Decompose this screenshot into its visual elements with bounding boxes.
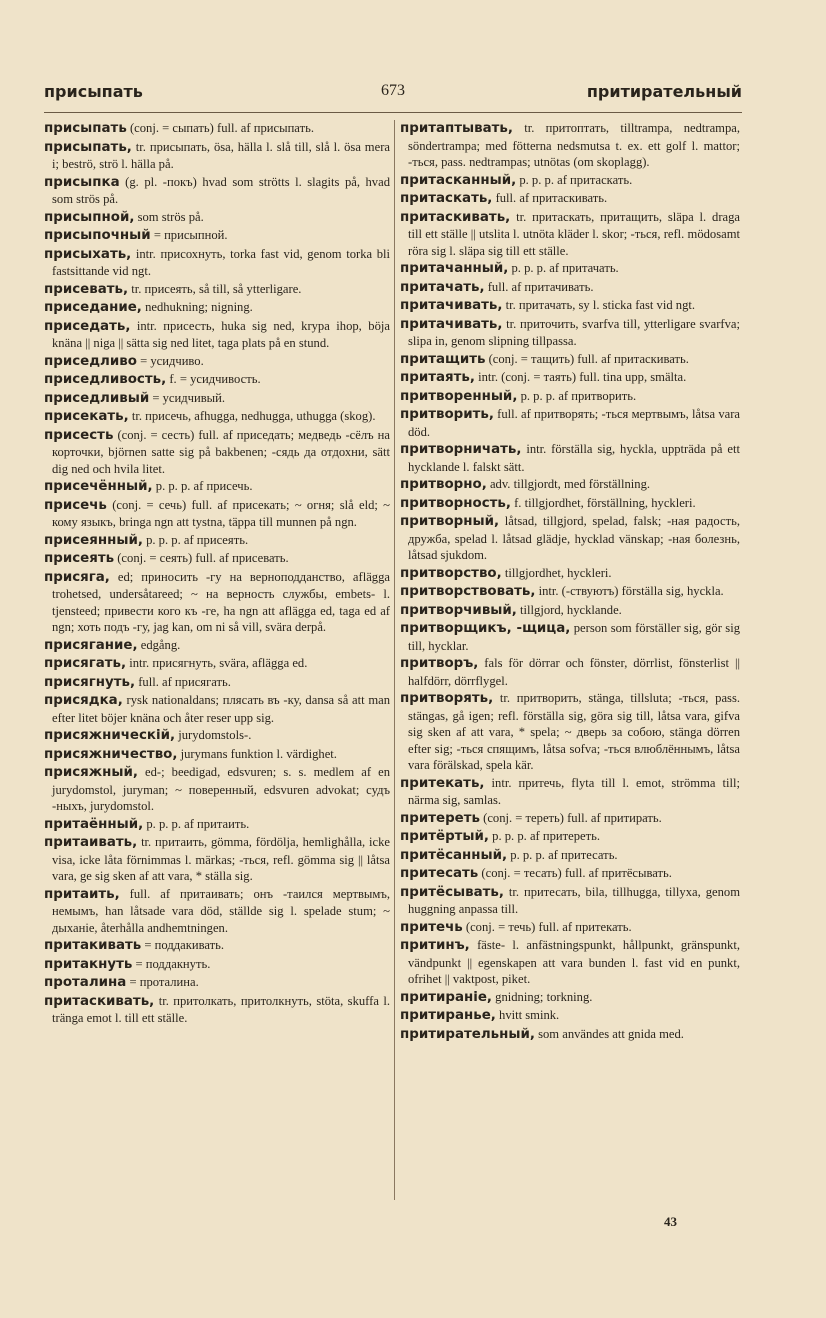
entry-definition: full. af притаскивать. — [495, 191, 608, 205]
dictionary-entry — [44, 550, 390, 568]
entry-headword: притворчивый, — [400, 602, 517, 618]
right-column — [400, 120, 740, 1220]
entry-definition: p. p. p. af притачать. — [511, 261, 619, 275]
entry-headword: притинъ, — [400, 938, 470, 953]
entry-definition: p. p. p. af притесать. — [510, 847, 618, 862]
dictionary-entry — [400, 406, 740, 440]
entry-headword: притакнуть — [44, 956, 133, 972]
entry-headword: притекать, — [400, 775, 485, 791]
entry-headword: притворять, — [400, 691, 494, 706]
entry-definition: f. tillgjordhet, förställning, hyckleri. — [514, 495, 696, 510]
entry-headword: притворствовать, — [400, 584, 536, 599]
entry-headword: притачанный, — [400, 261, 509, 276]
dictionary-entry — [400, 655, 740, 689]
dictionary-entry — [400, 260, 740, 278]
entry-definition: tr. присыпать, ösa, hälla l. slå till, slå l. ösa mera i; beströ, strö l. hälla på. — [52, 139, 390, 171]
entry-definition: p. p. p. af присеять. — [146, 532, 249, 547]
dictionary-entry — [400, 1007, 740, 1025]
entry-definition: intr. (conj. = таять) full. tina upp, smälta. — [478, 370, 687, 384]
entry-definition: tr. притоптать, tilltrampa, nedtrampa, söndertrampa; med fötterna nedsmutsa t. ex. ett golf l. mattor; -ться, pass. nedtrampas; utnötas (om skoplagg). — [408, 121, 740, 169]
entry-definition: p. p. p. af притаскать. — [519, 172, 633, 187]
dictionary-entry — [400, 865, 740, 883]
dictionary-entry — [400, 989, 740, 1007]
dictionary-entry — [44, 637, 390, 655]
entry-headword: притворно, — [400, 477, 487, 492]
dictionary-entry — [400, 583, 740, 601]
entry-headword: притечь — [400, 919, 463, 935]
dictionary-entry — [400, 279, 740, 297]
entry-definition: tr. притачать, sy l. sticka fast vid ngt. — [505, 298, 696, 312]
entry-headword: притакивать — [44, 938, 142, 953]
entry-headword: присечь — [44, 497, 107, 513]
entry-headword: притиранье, — [400, 1008, 496, 1023]
entry-headword: притаять, — [400, 370, 475, 385]
entry-headword: притворный, — [400, 514, 500, 529]
entry-headword: присыпать — [44, 121, 127, 136]
entry-headword: притачивать, — [400, 316, 503, 332]
entry-definition: tr. притаить, gömma, fördölja, hemlighålla, icke visa, icke låta förnimmas l. märkas; -ться, refl. gömma sig || låtsa vara, ge sig sken af att vara, * ställa sig. — [52, 835, 390, 883]
entry-definition: ed-; beedigad, edsvuren; s. s. medlem af en jurydomstol, juryman; ~ поверенный, edsvuren advokat; судъ -ныхъ, jurydomstol. — [52, 765, 390, 813]
column-divider — [394, 120, 395, 1200]
entry-definition: hvitt smink. — [499, 1008, 560, 1022]
dictionary-entry — [400, 565, 740, 583]
entry-headword: притащить — [400, 351, 486, 367]
dictionary-entry — [400, 884, 740, 918]
entry-definition: p. p. p. af присечь. — [155, 479, 253, 493]
entry-definition: tr. присеять, så till, så ytterligare. — [131, 281, 302, 296]
entry-definition: gnidning; torkning. — [495, 989, 593, 1004]
entry-headword: приседливость, — [44, 372, 167, 387]
entry-headword: присягать, — [44, 656, 127, 671]
dictionary-entry — [44, 937, 390, 955]
entry-definition: full. af притворять; -ться мертвымъ, låtsa vara död. — [408, 407, 740, 439]
dictionary-entry — [44, 497, 390, 531]
entry-definition: (conj. = тереть) full. af притирать. — [483, 810, 662, 825]
dictionary-entry — [44, 746, 390, 764]
entry-headword: притёсывать, — [400, 884, 504, 900]
entry-headword: присяжническій, — [44, 728, 176, 743]
entry-headword: притаить, — [44, 886, 120, 902]
entry-headword: присыпка — [44, 174, 120, 190]
entry-definition: tr. притворить, stänga, tillsluta; -ться, pass. stängas, gå igen; refl. förställa sig, göra sig till, låtsa vara, gifva sig sken af att vara, * spela; ~ дверь за собою, stänga dörren efter sig; -ться спящимъ, låtsa sofva; -ться влюблённымъ, låtsa vara förälskad, spela kär. — [408, 691, 740, 772]
dictionary-entry — [400, 190, 740, 208]
entry-headword: притворщикъ, -щица, — [400, 621, 571, 636]
entry-headword: приседливо — [44, 353, 137, 369]
dictionary-entry — [400, 316, 740, 350]
dictionary-entry — [400, 209, 740, 260]
entry-definition: (conj. = течь) full. af притекать. — [465, 919, 632, 934]
dictionary-entry — [400, 513, 740, 564]
entry-headword: приседание, — [44, 300, 142, 315]
dictionary-entry — [400, 120, 740, 171]
dictionary-entry — [400, 828, 740, 846]
entry-definition: intr. (-ствуютъ) förställa sig, hyckla. — [538, 584, 724, 598]
dictionary-entry — [400, 847, 740, 865]
entry-definition: fals för dörrar och fönster, dörrlist, fönsterlist || halfdörr, dörrflygel. — [408, 656, 740, 688]
entry-headword: присеять — [44, 551, 115, 566]
dictionary-entry — [44, 816, 390, 834]
dictionary-entry — [44, 532, 390, 550]
entry-headword: притасканный, — [400, 172, 517, 188]
entry-headword: притворить, — [400, 407, 494, 422]
entry-headword: притираніе, — [400, 989, 492, 1005]
entry-headword: присыпной, — [44, 209, 135, 225]
entry-definition: fäste- l. anfästningspunkt, hållpunkt, gränspunkt, vändpunkt || egenskapen att vara bunden l. fast vid en punkt, ofrihet || vaktpost, piket. — [408, 938, 740, 986]
entry-definition: = проталина. — [129, 975, 199, 989]
dictionary-entry — [44, 120, 390, 138]
entry-headword: притаённый, — [44, 816, 144, 832]
dictionary-entry — [400, 441, 740, 475]
dictionary-entry — [400, 775, 740, 809]
entry-headword: притаскать, — [400, 191, 493, 206]
entry-headword: присевать, — [44, 281, 129, 297]
entry-headword: притаскивать, — [400, 209, 511, 225]
entry-headword: притачать, — [400, 279, 485, 295]
entry-headword: присекать, — [44, 409, 129, 424]
entry-definition: (g. pl. -покъ) hvad som strötts l. slagits på, hvad som strös på. — [52, 174, 390, 206]
dictionary-entry — [44, 692, 390, 726]
entry-definition: rysk nationaldans; плясать въ -ку, dansa så att man efter litet böjer knäna och åter reser upp sig. — [52, 693, 390, 725]
entry-definition: full. af притачивать. — [487, 279, 594, 294]
dictionary-entry — [44, 834, 390, 885]
dictionary-entry — [44, 281, 390, 299]
dictionary-entry — [400, 690, 740, 774]
dictionary-entry — [44, 886, 390, 937]
dictionary-entry — [400, 1026, 740, 1044]
dictionary-entry — [44, 427, 390, 478]
entry-headword: проталина — [44, 975, 127, 990]
dictionary-entry — [44, 478, 390, 496]
entry-headword: притирательный, — [400, 1026, 535, 1042]
entry-definition: = усидчивый. — [152, 390, 226, 405]
dictionary-entry — [44, 408, 390, 426]
entry-headword: приседливый — [44, 390, 150, 406]
entry-headword: присыпочный — [44, 228, 151, 243]
entry-definition: (conj. = тащить) full. af притаскивать. — [488, 351, 689, 366]
entry-definition: tillgjordhet, hyckleri. — [504, 565, 612, 580]
entry-definition: intr. присягнуть, svära, aflägga ed. — [129, 656, 308, 670]
entry-definition: (conj. = сечь) full. af присекать; ~ огня; slå eld; ~ кому языкъ, bringa ngn att tystna, täppa till munnen på ngn. — [52, 497, 390, 529]
entry-definition: (conj. = сесть) full. af приседать; медведь -сёлъ на корточки, björnen satte sig på bakbenen; -сядь да отдохни, sätt dig ned och hvila litet. — [52, 427, 390, 476]
dictionary-entry — [44, 227, 390, 245]
entry-definition: tr. приточить, svarfva till, ytterligare svarfva; slipa in, genom slipning tillpassa. — [408, 316, 740, 348]
entry-headword: притворъ, — [400, 656, 479, 671]
entry-definition: intr. förställa sig, hyckla, uppträda på ett hycklande l. falskt sätt. — [408, 442, 740, 474]
dictionary-entry — [400, 602, 740, 620]
entry-definition: full. af присягать. — [138, 674, 231, 689]
entry-definition: intr. присесть, huka sig ned, krypa ihop, böja knäna || niga || sätta sig ned litet, taga plats på en stund. — [52, 318, 390, 350]
entry-definition: jurydomstols-. — [178, 728, 252, 742]
entry-headword: приседать, — [44, 318, 131, 334]
entry-headword: присесть — [44, 427, 114, 443]
dictionary-entry — [44, 174, 390, 208]
entry-headword: присядка, — [44, 693, 123, 708]
entry-headword: присягнуть, — [44, 674, 136, 690]
entry-definition: tr. притолкать, притолкнуть, stöta, skuffa l. tränga emot l. till ett ställe. — [52, 993, 390, 1025]
header-left-guideword: присыпать — [44, 82, 143, 101]
dictionary-entry — [44, 371, 390, 389]
entry-definition: = усидчиво. — [140, 353, 204, 368]
entry-headword: присяжничество, — [44, 746, 178, 762]
entry-headword: присыхать, — [44, 246, 132, 262]
entry-headword: притачивать, — [400, 298, 503, 313]
entry-definition: tr. притесать, bila, tillhugga, tillyxa, genom huggning anpassa till. — [408, 884, 740, 916]
entry-headword: притаптывать, — [400, 121, 513, 136]
entry-definition: = поддакивать. — [144, 938, 225, 952]
entry-definition: som strös på. — [137, 209, 204, 224]
entry-headword: притереть — [400, 810, 480, 826]
dictionary-entry — [400, 919, 740, 937]
header-rule — [44, 112, 742, 113]
running-header — [44, 82, 742, 112]
dictionary-entry — [400, 172, 740, 190]
entry-headword: притворство, — [400, 565, 502, 581]
left-column — [44, 120, 390, 1220]
entry-definition: adv. tillgjordt, med förställning. — [489, 477, 651, 491]
page-number: 673 — [381, 82, 405, 99]
entry-headword: притворенный, — [400, 388, 518, 404]
entry-headword: притворничать, — [400, 442, 522, 457]
entry-definition: p. p. p. af притереть. — [492, 829, 601, 843]
entry-definition: person som förställer sig, gör sig till, hycklar. — [408, 621, 740, 653]
dictionary-entry — [44, 353, 390, 371]
entry-definition: tr. притаскать, притащить, släpa l. draga till ett ställe || utslita l. utnöta kläder l. skor; -ться, refl. mödosamt röra sig l. släpa sig till ett ställe. — [408, 209, 740, 258]
dictionary-entry — [44, 209, 390, 227]
entry-headword: присечённый, — [44, 479, 153, 494]
entry-headword: притаскивать, — [44, 993, 155, 1009]
entry-definition: (conj. = тесать) full. af притёсывать. — [481, 866, 672, 880]
entry-headword: присяжный, — [44, 765, 138, 780]
dictionary-entry — [400, 810, 740, 828]
dictionary-entry — [400, 937, 740, 988]
entry-definition: intr. притечь, flyta till l. emot, strömma till; närma sig, samlas. — [408, 775, 740, 807]
entry-definition: intr. присохнуть, torka fast vid, genom torka bli fastsittande vid ngt. — [52, 246, 390, 278]
entry-definition: låtsad, tillgjord, spelad, falsk; -ная радость, дружба, spelad l. låtsad glädje, hycklad vänskap; -ная болезнь, låtsad sjukdom. — [408, 514, 740, 562]
entry-definition: (conj. = сеять) full. af присевать. — [117, 551, 289, 565]
dictionary-entry — [44, 674, 390, 692]
entry-definition: full. af притаивать; онъ -таился мертвымъ, немымъ, han låtsade vara död, ställde sig l. spelade stum; ~ дыханіе, återhålla andhemtningen. — [52, 886, 390, 935]
entry-headword: присяга, — [44, 569, 110, 585]
entry-definition: jurymans funktion l. värdighet. — [180, 746, 337, 761]
dictionary-entry — [44, 974, 390, 992]
entry-headword: присыпать, — [44, 139, 132, 155]
dictionary-entry — [44, 246, 390, 280]
entry-definition: p. p. p. af притворить. — [520, 388, 637, 403]
entry-definition: = присыпной. — [153, 228, 228, 242]
dictionary-entry — [44, 139, 390, 173]
entry-definition: nedhukning; nigning. — [145, 300, 253, 314]
entry-headword: притесать — [400, 866, 479, 881]
dictionary-entry — [400, 476, 740, 494]
entry-headword: притворность, — [400, 495, 511, 511]
dictionary-entry — [400, 620, 740, 654]
dictionary-entry — [44, 993, 390, 1027]
dictionary-entry — [44, 390, 390, 408]
dictionary-entry — [44, 764, 390, 815]
dictionary-entry — [400, 369, 740, 387]
dictionary-entry — [44, 956, 390, 974]
dictionary-entry — [44, 299, 390, 317]
signature-mark: 43 — [664, 1214, 677, 1229]
entry-headword: притёртый, — [400, 829, 489, 844]
dictionary-entry — [44, 727, 390, 745]
header-right-guideword: притирательный — [586, 82, 742, 101]
dictionary-entry — [44, 655, 390, 673]
dictionary-entry — [400, 388, 740, 406]
entry-definition: edgång. — [140, 637, 181, 652]
entry-headword: притёсанный, — [400, 847, 508, 863]
entry-headword: присягание, — [44, 637, 138, 653]
dictionary-entry — [44, 569, 390, 636]
entry-headword: присеянный, — [44, 532, 143, 548]
entry-headword: притаивать, — [44, 835, 138, 850]
dictionary-entry — [44, 318, 390, 352]
entry-definition: f. = усидчивость. — [169, 372, 261, 386]
entry-definition: tr. присечь, afhugga, nedhugga, uthugga (skog). — [131, 409, 376, 423]
entry-definition: p. p. p. af притаить. — [146, 816, 250, 831]
entry-definition: som användes att gnida med. — [538, 1026, 684, 1041]
dictionary-entry — [400, 297, 740, 315]
dictionary-entry — [400, 495, 740, 513]
entry-definition: = поддакнуть. — [135, 956, 211, 971]
entry-definition: ed; приносить -гу на верноподданство, aflägga trohetsed, undersåtareed; ~ на верность службы, embets- l. tjensteed; привести кого къ -ге, ha ngn att aflägga ed, taga ed af ngn; хоть подъ -гу, jag kan, om ni så vill, svära derpå. — [52, 569, 390, 634]
dictionary-entry — [400, 351, 740, 369]
entry-definition: (conj. = сыпать) full. af присыпать. — [129, 121, 314, 135]
entry-definition: tillgjord, hycklande. — [520, 602, 622, 617]
